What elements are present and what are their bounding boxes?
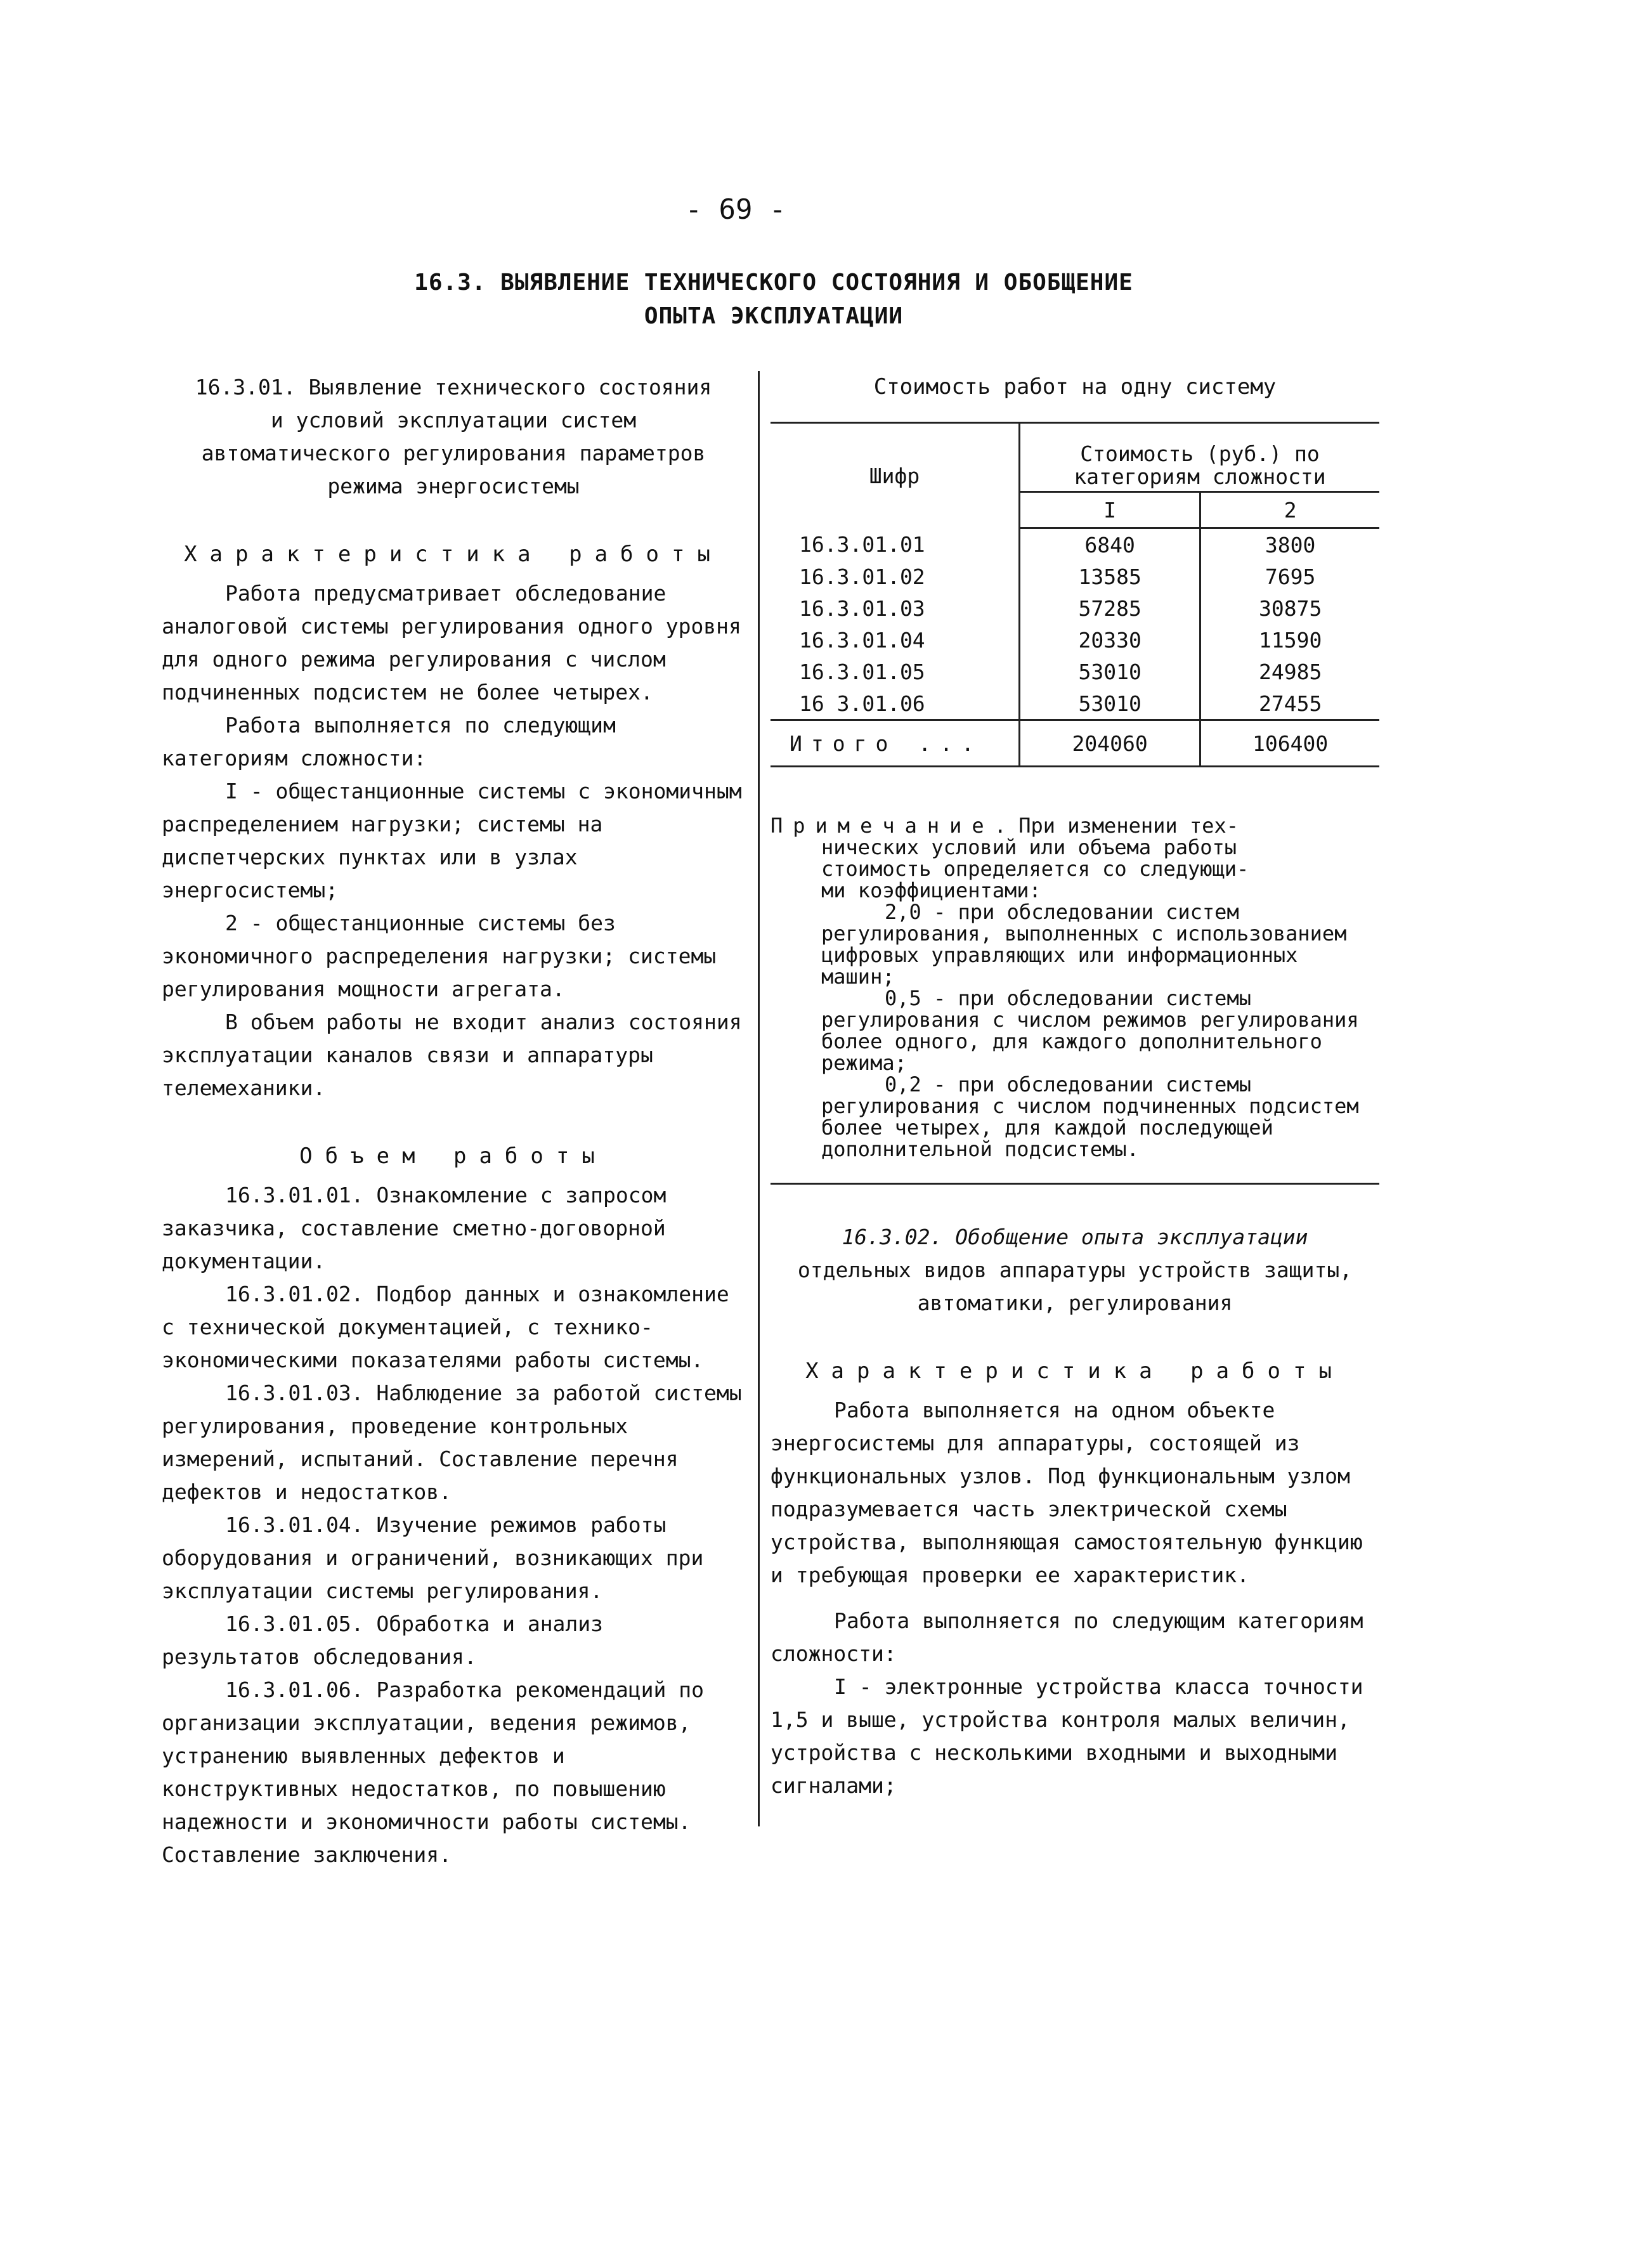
row-cost-cat1: 13585 bbox=[1020, 561, 1200, 592]
paragraph: 2 - общестанционные системы без экономичного распределения нагрузки; системы регулирования мощности агрегата. bbox=[162, 911, 717, 1001]
total-cost-cat2: 106400 bbox=[1200, 720, 1379, 767]
subsection-title-line: автоматики, регулирования bbox=[917, 1291, 1233, 1315]
row-cost-cat1: 57285 bbox=[1020, 592, 1200, 624]
row-code: 16.3.01.02 bbox=[771, 561, 1020, 592]
row-cost-cat1: 20330 bbox=[1020, 624, 1200, 656]
row-code: 16.3.01.05 bbox=[771, 656, 1020, 687]
note-text: ми коэффициентами: bbox=[821, 878, 1041, 902]
row-code: 16.3.01.03 bbox=[771, 592, 1020, 624]
subsection-title-line: и условий эксплуатации систем bbox=[270, 408, 637, 433]
paragraph: В объем работы не входит анализ состояния эксплуатации каналов связи и аппаратуры телемеханики. bbox=[162, 1010, 742, 1100]
subsection-title-line: автоматического регулирования параметров bbox=[201, 441, 706, 465]
row-cost-cat1: 53010 bbox=[1020, 656, 1200, 687]
scope-item: 16.3.01.03. Наблюдение за работой системы регулирования, проведение контрольных измерений, испытаний. Составление перечня дефектов и недостатков. bbox=[162, 1381, 742, 1504]
scope-item: 16.3.01.04. Изучение режимов работы оборудования и ограничений, возникающих при эксплуатации системы регулирования. bbox=[162, 1513, 704, 1603]
total-label: Итого ... bbox=[771, 720, 1020, 767]
note-text: нических условий или объема работы bbox=[821, 835, 1237, 859]
subsection-title-line: режима энергосистемы bbox=[327, 474, 580, 498]
scope-item: 16.3.01.01. Ознакомление с запросом заказчика, составление сметно-договорной документации. bbox=[162, 1183, 667, 1273]
total-cost-cat1: 204060 bbox=[1020, 720, 1200, 767]
subsection-title-line: 16.3.02. Обобщение опыта эксплуатации bbox=[842, 1225, 1308, 1249]
table-row bbox=[771, 624, 1379, 656]
note-coefficient: 0,2 - при обследовании системы регулирования с числом подчиненных подсистем более четырех, для каждой последующей дополнительной подсистемы. bbox=[821, 1072, 1359, 1161]
row-cost-cat2: 3800 bbox=[1265, 532, 1316, 557]
table-row bbox=[771, 656, 1379, 687]
row-cost-cat2: 30875 bbox=[1258, 595, 1322, 621]
subsection-title-line: отдельных видов аппаратуры устройств защиты, bbox=[797, 1258, 1353, 1282]
note-text: . При изменении тех- bbox=[994, 814, 1239, 838]
table-row bbox=[771, 592, 1379, 624]
row-cost-cat2: 7695 bbox=[1265, 564, 1316, 589]
paragraph: Работа выполняется на одном объекте энергосистемы для аппаратуры, состоящей из функциональных узлов. Под функциональным узлом подразумевается часть электрической схемы устройства, выполняющая самостоятельную функцию и требующая проверки ее характеристик. bbox=[771, 1398, 1363, 1587]
table-row bbox=[771, 561, 1379, 592]
category-2-header: 2 bbox=[1200, 492, 1379, 528]
table-note bbox=[771, 815, 1379, 1160]
table-row bbox=[771, 687, 1379, 720]
row-code: 16.3.01.04 bbox=[771, 624, 1020, 656]
row-cost-cat1: 53010 bbox=[1020, 687, 1200, 720]
paragraph: I - электронные устройства класса точности 1,5 и выше, устройства контроля малых величин, устройства с несколькими входными и выходными сигналами; bbox=[771, 1674, 1363, 1798]
table-row bbox=[771, 528, 1379, 561]
characteristics-heading: Характеристика работы bbox=[184, 542, 723, 567]
characteristics-heading: Характеристика работы bbox=[805, 1358, 1344, 1384]
note-text: стоимость определяется со следующи- bbox=[821, 857, 1249, 881]
row-cost-cat2: 11590 bbox=[1258, 627, 1322, 653]
row-cost-cat1: 6840 bbox=[1020, 528, 1200, 561]
scope-item: 16.3.01.02. Подбор данных и ознакомление с технической документацией, с технико-экономическими показателями работы системы. bbox=[162, 1282, 729, 1372]
subsection-title-line: 16.3.01. Выявление технического состояния bbox=[195, 375, 712, 400]
paragraph: I - общестанционные системы с экономичным распределением нагрузки; системы на диспетчерских пунктах или в узлах энергосистемы; bbox=[162, 779, 742, 902]
category-1-header: I bbox=[1020, 492, 1200, 528]
paragraph: Работа предусматривает обследование аналоговой системы регулирования одного уровня для одного режима регулирования с числом подчиненных подсистем не более четырех. bbox=[162, 581, 741, 705]
row-cost-cat2: 27455 bbox=[1258, 691, 1322, 716]
section-heading-line2: ОПЫТА ЭКСПЛУАТАЦИИ bbox=[644, 303, 904, 329]
scope-item: 16.3.01.05. Обработка и анализ результатов обследования. bbox=[162, 1611, 604, 1669]
cost-table bbox=[771, 422, 1379, 767]
scope-heading: Объем работы bbox=[299, 1143, 608, 1169]
column-header-cipher: Шифр bbox=[771, 423, 1020, 528]
table-total-row bbox=[771, 720, 1379, 767]
paragraph: Работа выполняется по следующим категориям сложности: bbox=[771, 1608, 1363, 1666]
paragraph: Работа выполняется по следующим категориям сложности: bbox=[162, 713, 616, 771]
scope-item: 16.3.01.06. Разработка рекомендаций по организации эксплуатации, ведения режимов, устранению выявленных дефектов и конструктивных недостатков, по повышению надежности и экономичности работы системы. Составление заключения. bbox=[162, 1677, 704, 1867]
page-number: - 69 - bbox=[685, 193, 786, 226]
right-column bbox=[771, 1221, 1379, 1802]
left-column bbox=[162, 371, 745, 1871]
table-caption: Стоимость работ на одну систему bbox=[873, 374, 1277, 400]
row-code: 16 3.01.06 bbox=[771, 687, 1020, 720]
note-coefficient: 0,5 - при обследовании системы регулирования с числом режимов регулирования более одного, для каждого дополнительного режима; bbox=[821, 986, 1359, 1075]
row-code: 16.3.01.01 bbox=[771, 528, 1020, 561]
row-cost-cat2: 24985 bbox=[1258, 659, 1322, 684]
note-label: Примечание bbox=[771, 814, 994, 838]
note-divider bbox=[771, 1183, 1379, 1185]
column-header-cost: Стоимость (руб.) по категориям сложности bbox=[1020, 423, 1380, 492]
section-heading-line1: 16.3. ВЫЯВЛЕНИЕ ТЕХНИЧЕСКОГО СОСТОЯНИЯ И ОБОБЩЕНИЕ bbox=[414, 270, 1133, 296]
column-divider bbox=[758, 371, 760, 1826]
note-coefficient: 2,0 - при обследовании систем регулирования, выполненных с использованием цифровых управляющих или информационных машин; bbox=[821, 900, 1347, 989]
